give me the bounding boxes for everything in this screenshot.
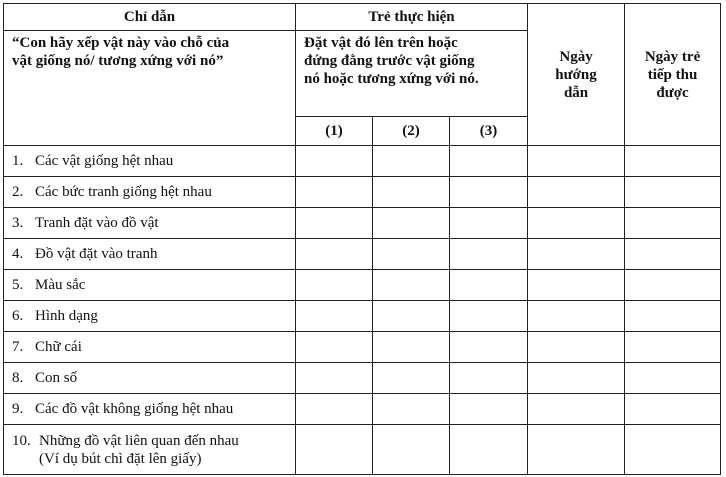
acquired-date-cell[interactable] (625, 394, 721, 425)
trial-3-cell[interactable] (450, 425, 528, 475)
item-label: 5. Màu sắc (4, 270, 296, 301)
guide-date-cell[interactable] (528, 394, 625, 425)
child-performs-description: Đặt vật đó lên trên hoặc đứng đằng trước vật giống nó hoặc tương xứng với nó. (296, 31, 528, 117)
acquired-date-cell[interactable] (625, 270, 721, 301)
child-performs-header: Trẻ thực hiện (296, 4, 528, 31)
trial-2-cell[interactable] (373, 394, 450, 425)
trial-1-cell[interactable] (296, 270, 373, 301)
table-row (4, 363, 721, 394)
trial-2-header: (2) (373, 117, 450, 146)
acquired-date-cell[interactable] (625, 301, 721, 332)
acquired-date-cell[interactable] (625, 177, 721, 208)
trial-2-cell[interactable] (373, 425, 450, 475)
acquired-date-cell[interactable] (625, 208, 721, 239)
acquired-date-cell[interactable] (625, 239, 721, 270)
trial-3-cell[interactable] (450, 332, 528, 363)
table-row (4, 208, 721, 239)
acquired-date-cell[interactable] (625, 425, 721, 475)
guide-date-cell[interactable] (528, 301, 625, 332)
item-label: 9. Các đồ vật không giống hệt nhau (4, 394, 296, 425)
instruction-table (3, 3, 721, 475)
item-label: 7. Chữ cái (4, 332, 296, 363)
table-row (4, 425, 721, 475)
table-row (4, 239, 721, 270)
trial-1-header: (1) (296, 117, 373, 146)
trial-1-cell[interactable] (296, 394, 373, 425)
guide-date-cell[interactable] (528, 363, 625, 394)
item-label: 10. Những đồ vật liên quan đến nhau (Ví dụ bút chì đặt lên giấy) (4, 425, 296, 475)
trial-2-cell[interactable] (373, 301, 450, 332)
trial-3-cell[interactable] (450, 301, 528, 332)
trial-3-cell[interactable] (450, 270, 528, 301)
trial-2-cell[interactable] (373, 208, 450, 239)
guide-date-cell[interactable] (528, 208, 625, 239)
trial-1-cell[interactable] (296, 301, 373, 332)
acquired-date-cell[interactable] (625, 332, 721, 363)
item-label: 2. Các bức tranh giống hệt nhau (4, 177, 296, 208)
table-row (4, 332, 721, 363)
item-label: 6. Hình dạng (4, 301, 296, 332)
guide-date-cell[interactable] (528, 146, 625, 177)
item-label: 4. Đồ vật đặt vào tranh (4, 239, 296, 270)
trial-3-cell[interactable] (450, 363, 528, 394)
trial-2-cell[interactable] (373, 270, 450, 301)
trial-3-cell[interactable] (450, 239, 528, 270)
guide-date-cell[interactable] (528, 177, 625, 208)
trial-1-cell[interactable] (296, 208, 373, 239)
trial-1-cell[interactable] (296, 363, 373, 394)
trial-2-cell[interactable] (373, 177, 450, 208)
table-row (4, 301, 721, 332)
trial-1-cell[interactable] (296, 177, 373, 208)
instruction-quote: “Con hãy xếp vật này vào chỗ của vật giống nó/ tương xứng với nó” (4, 31, 296, 146)
trial-2-cell[interactable] (373, 332, 450, 363)
table-row (4, 270, 721, 301)
guide-date-cell[interactable] (528, 425, 625, 475)
trial-3-cell[interactable] (450, 146, 528, 177)
item-label: 1. Các vật giống hệt nhau (4, 146, 296, 177)
guide-date-cell[interactable] (528, 270, 625, 301)
trial-2-cell[interactable] (373, 146, 450, 177)
trial-1-cell[interactable] (296, 239, 373, 270)
acquired-date-header: Ngày trẻ tiếp thu được (625, 4, 721, 146)
trial-1-cell[interactable] (296, 425, 373, 475)
trial-3-cell[interactable] (450, 394, 528, 425)
guide-date-cell[interactable] (528, 239, 625, 270)
guide-date-header: Ngày hướng dẫn (528, 4, 625, 146)
header-row-1 (4, 4, 721, 31)
table-row (4, 177, 721, 208)
table-row (4, 394, 721, 425)
trial-1-cell[interactable] (296, 332, 373, 363)
item-label: 3. Tranh đặt vào đồ vật (4, 208, 296, 239)
guide-date-cell[interactable] (528, 332, 625, 363)
trial-3-cell[interactable] (450, 177, 528, 208)
trial-3-header: (3) (450, 117, 528, 146)
trial-1-cell[interactable] (296, 146, 373, 177)
trial-3-cell[interactable] (450, 208, 528, 239)
trial-2-cell[interactable] (373, 239, 450, 270)
item-label: 8. Con số (4, 363, 296, 394)
instruction-header: Chỉ dẫn (4, 4, 296, 31)
trial-2-cell[interactable] (373, 363, 450, 394)
acquired-date-cell[interactable] (625, 363, 721, 394)
table-row (4, 146, 721, 177)
acquired-date-cell[interactable] (625, 146, 721, 177)
